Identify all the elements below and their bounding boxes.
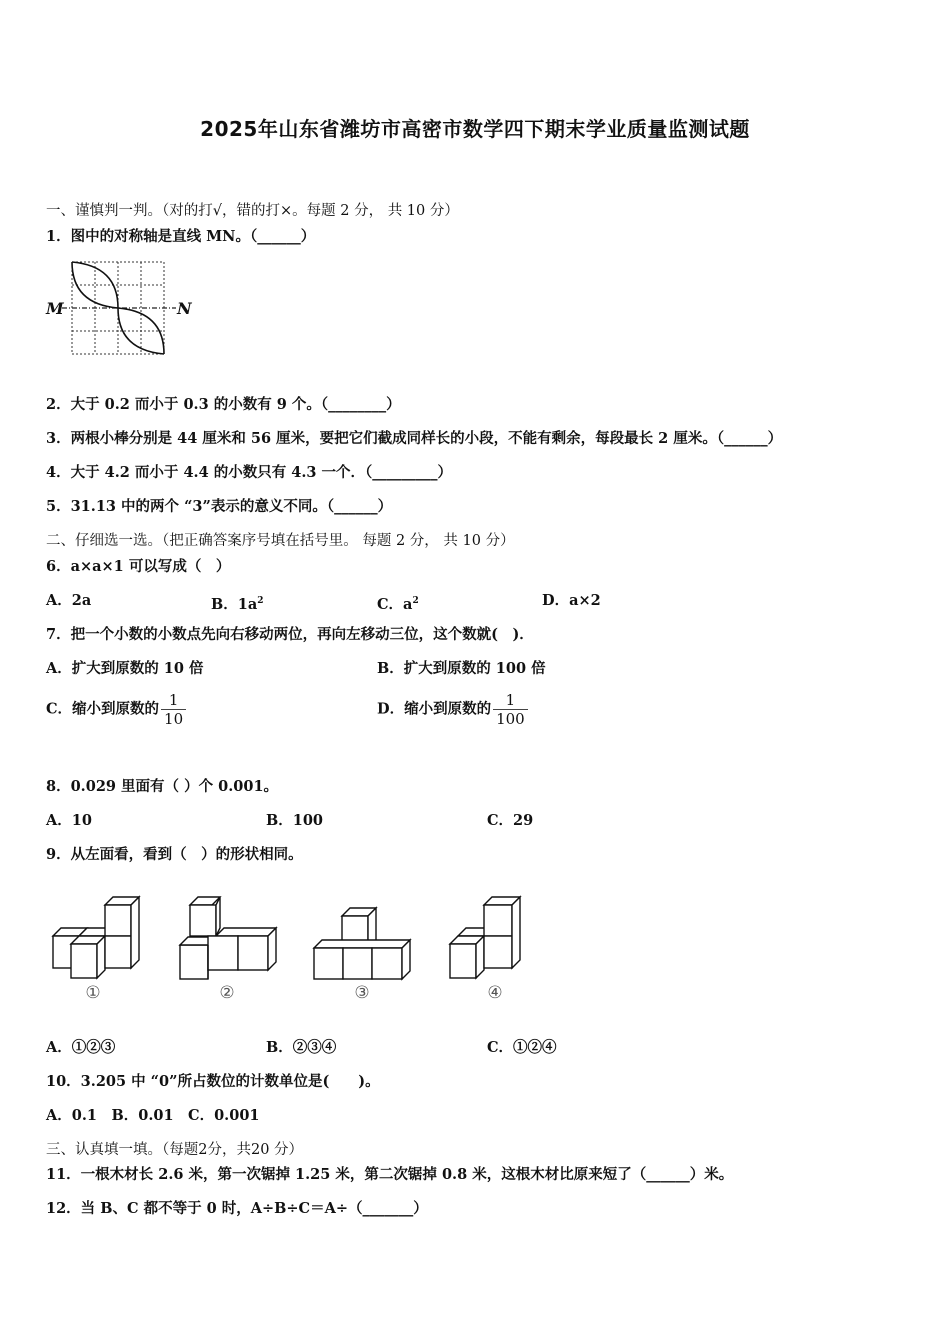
question-2: 2．大于 0.2 而小于 0.3 的小数有 9 个。（________） xyxy=(46,396,401,413)
q6-option-d: D．a×2 xyxy=(542,592,601,609)
question-9: 9．从左面看，看到（ ）的形状相同。 xyxy=(46,846,303,863)
q1-label-n: N xyxy=(177,299,192,318)
q9-option-a: A．①②③ xyxy=(46,1039,116,1056)
q7-fraction-c: $\frac{1}{10}$ xyxy=(161,691,186,728)
section-2-heading: 二、仔细选一选。（把正确答案序号填在括号里。 每题 2 分， 共 10 分） xyxy=(46,533,515,549)
question-5: 5．31.13 中的两个 “3”表示的意义不同。（______） xyxy=(46,498,393,515)
q7-option-a: A．扩大到原数的 10 倍 xyxy=(46,660,204,677)
q7-option-c: C．缩小到原数的 $\frac{1}{10}$ xyxy=(46,691,186,728)
q7-option-b: B．扩大到原数的 100 倍 xyxy=(377,660,546,677)
q10-options: A．0.1 B．0.01 C．0.001 xyxy=(46,1107,260,1124)
q7-fraction-d: $\frac{1}{100}$ xyxy=(493,691,528,728)
question-10: 10．3.205 中 “0”所占数位的计数单位是( )。 xyxy=(46,1073,380,1090)
q9-label-1: ① xyxy=(85,983,101,1003)
q9-figure-4 xyxy=(450,897,520,978)
section-3-heading: 三、认真填一填。（每题2分，共20 分） xyxy=(46,1142,304,1158)
question-11: 11．一根木材长 2.6 米，第一次锯掉 1.25 米，第二次锯掉 0.8 米，这根木材比原来短了（______）米。 xyxy=(46,1166,734,1183)
question-12: 12．当 B、C 都不等于 0 时，A÷B÷C＝A÷（_______） xyxy=(46,1200,428,1217)
q8-option-a: A．10 xyxy=(46,812,92,829)
q9-label-4: ④ xyxy=(487,983,503,1003)
question-3: 3．两根小棒分别是 44 厘米和 56 厘米，要把它们截成同样长的小段，不能有剩余，每段最长 2 厘米。（______） xyxy=(46,430,783,447)
q1-grid-figure xyxy=(44,258,194,358)
q6-option-a: A．2a xyxy=(46,592,92,609)
q9-option-c: C．①②④ xyxy=(487,1039,557,1056)
question-1: 1．图中的对称轴是直线 MN。（______） xyxy=(46,228,316,245)
q7-option-d: D．缩小到原数的 $\frac{1}{100}$ xyxy=(377,691,528,728)
question-8: 8．0.029 里面有（ ）个 0.001。 xyxy=(46,778,279,795)
q9-option-b: B．②③④ xyxy=(266,1039,337,1056)
section-1-heading: 一、谨慎判一判。（对的打√，错的打×。每题 2 分， 共 10 分） xyxy=(46,203,459,219)
question-7: 7．把一个小数的小数点先向右移动两位，再向左移动三位，这个数就( )． xyxy=(46,626,534,643)
q6-option-b: B．$1a^2$ xyxy=(211,596,264,613)
q8-option-b: B．100 xyxy=(266,812,324,829)
q9-figure-3 xyxy=(314,908,410,979)
q9-cube-figures xyxy=(40,888,540,1008)
q6-option-c: C．$a^2$ xyxy=(377,596,419,613)
q9-figure-2 xyxy=(180,897,276,979)
q9-label-2: ② xyxy=(219,983,235,1003)
q9-label-3: ③ xyxy=(354,983,370,1003)
question-6: 6．a×a×1 可以写成（ ） xyxy=(46,558,231,575)
q1-label-m: M xyxy=(46,299,64,318)
question-4: 4．大于 4.2 而小于 4.4 的小数只有 4.3 一个．（_________） xyxy=(46,464,453,481)
q8-option-c: C．29 xyxy=(487,812,534,829)
page-title: 2025年山东省潍坊市高密市数学四下期末学业质量监测试题 xyxy=(200,117,750,141)
q9-figure-1 xyxy=(53,897,139,978)
